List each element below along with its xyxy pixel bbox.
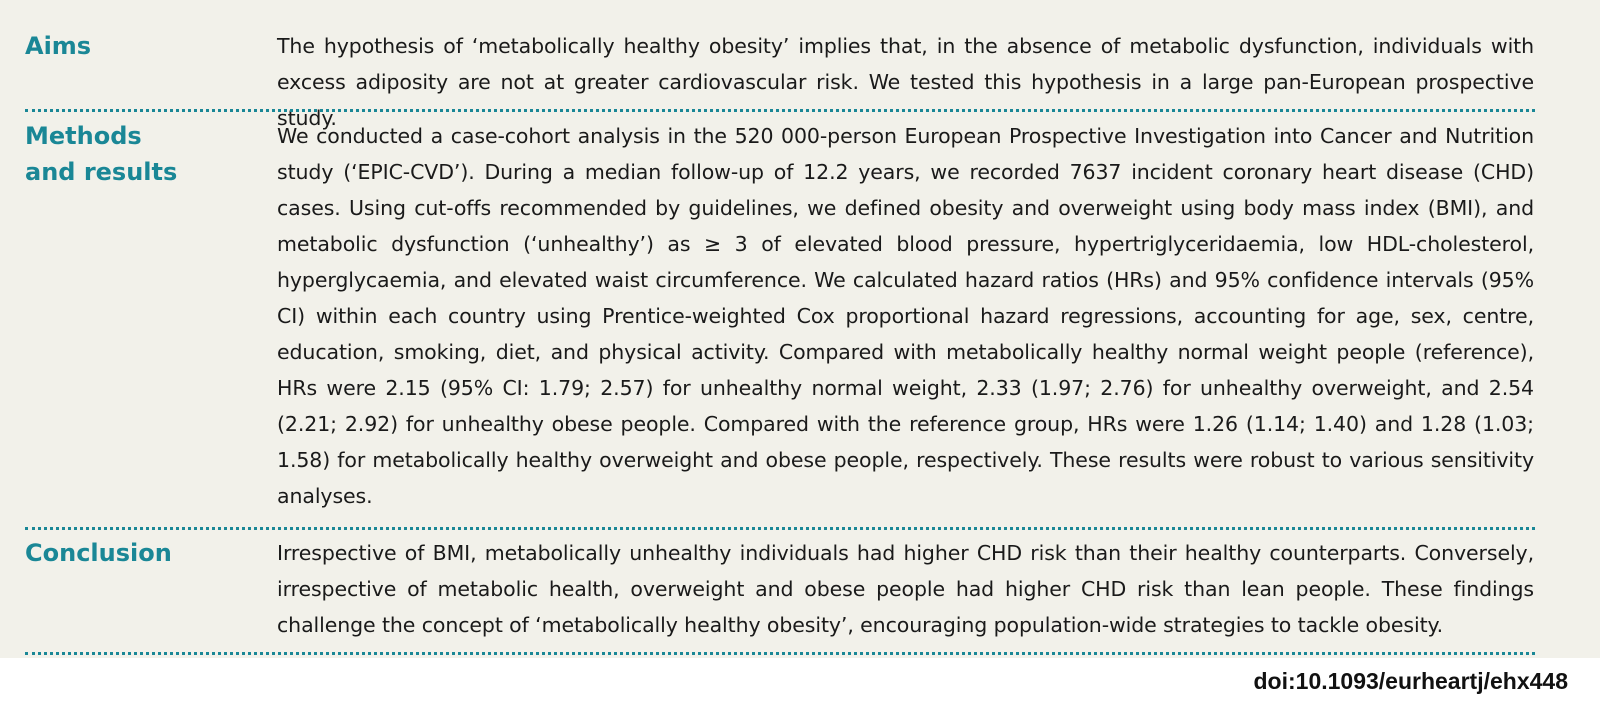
methods-heading-line-1: Methods — [25, 122, 142, 150]
section-divider — [25, 527, 1535, 530]
methods-results-heading — [25, 118, 265, 190]
aims-heading-line: Aims — [25, 32, 92, 60]
methods-results-text: We conducted a case-cohort analysis in the 520 000-person European Prospective Investigation into Cancer and Nutrition study (‘EPIC-CVD’). During a median follow-up of 12.2 years, we recorded 7637 incident coronary heart disease (CHD) cases. Using cut-offs recommended by guidelines, we defined obesity and overweight using body mass index (BMI), and metabolic dysfunction (‘unhealthy’) as ≥ 3 of elevated blood pressure, hypertriglyceridaemia, low HDL-cholesterol, hyperglycaemia, and elevated waist circumference. We calculated hazard ratios (HRs) and 95% confidence intervals (95% CI) within each country using Prentice-weighted Cox proportional hazard regressions, accounting for age, sex, centre, education, smoking, diet, and physical activity. Compared with metabolically healthy normal weight people (reference), HRs were 2.15 (95% CI: 1.79; 2.57) for unhealthy normal weight, 2.33 (1.97; 2.76) for unhealthy overweight, and 2.54 (2.21; 2.92) for unhealthy obese people. Compared with the reference group, HRs were 1.26 (1.14; 1.40) and 1.28 (1.03; 1.58) for metabolically healthy overweight and obese people, respectively. These results were robust to various sensitivity analyses. — [277, 124, 1534, 508]
aims-text: The hypothesis of ‘metabolically healthy obesity’ implies that, in the absence of metabolic dysfunction, individuals with excess adiposity are not at greater cardiovascular risk. We tested this hypothesis in a large pan-European prospective study. — [277, 34, 1534, 130]
methods-heading-line-2: and results — [25, 158, 178, 186]
section-divider — [25, 109, 1535, 112]
conclusion-text: Irrespective of BMI, metabolically unhealthy individuals had higher CHD risk than their healthy counterparts. Conversely, irrespective of metabolic health, overweight and obese people had higher CHD risk than lean people. These findings challenge the concept of ‘metabolically healthy obesity’, encouraging population-wide strategies to tackle obesity. — [277, 541, 1534, 637]
aims-heading — [25, 28, 265, 64]
conclusion-heading-line: Conclusion — [25, 539, 172, 567]
doi-link[interactable]: doi:10.1093/eurheartj/ehx448 — [1253, 668, 1568, 694]
conclusion-heading — [25, 535, 265, 571]
section-divider — [25, 652, 1535, 655]
